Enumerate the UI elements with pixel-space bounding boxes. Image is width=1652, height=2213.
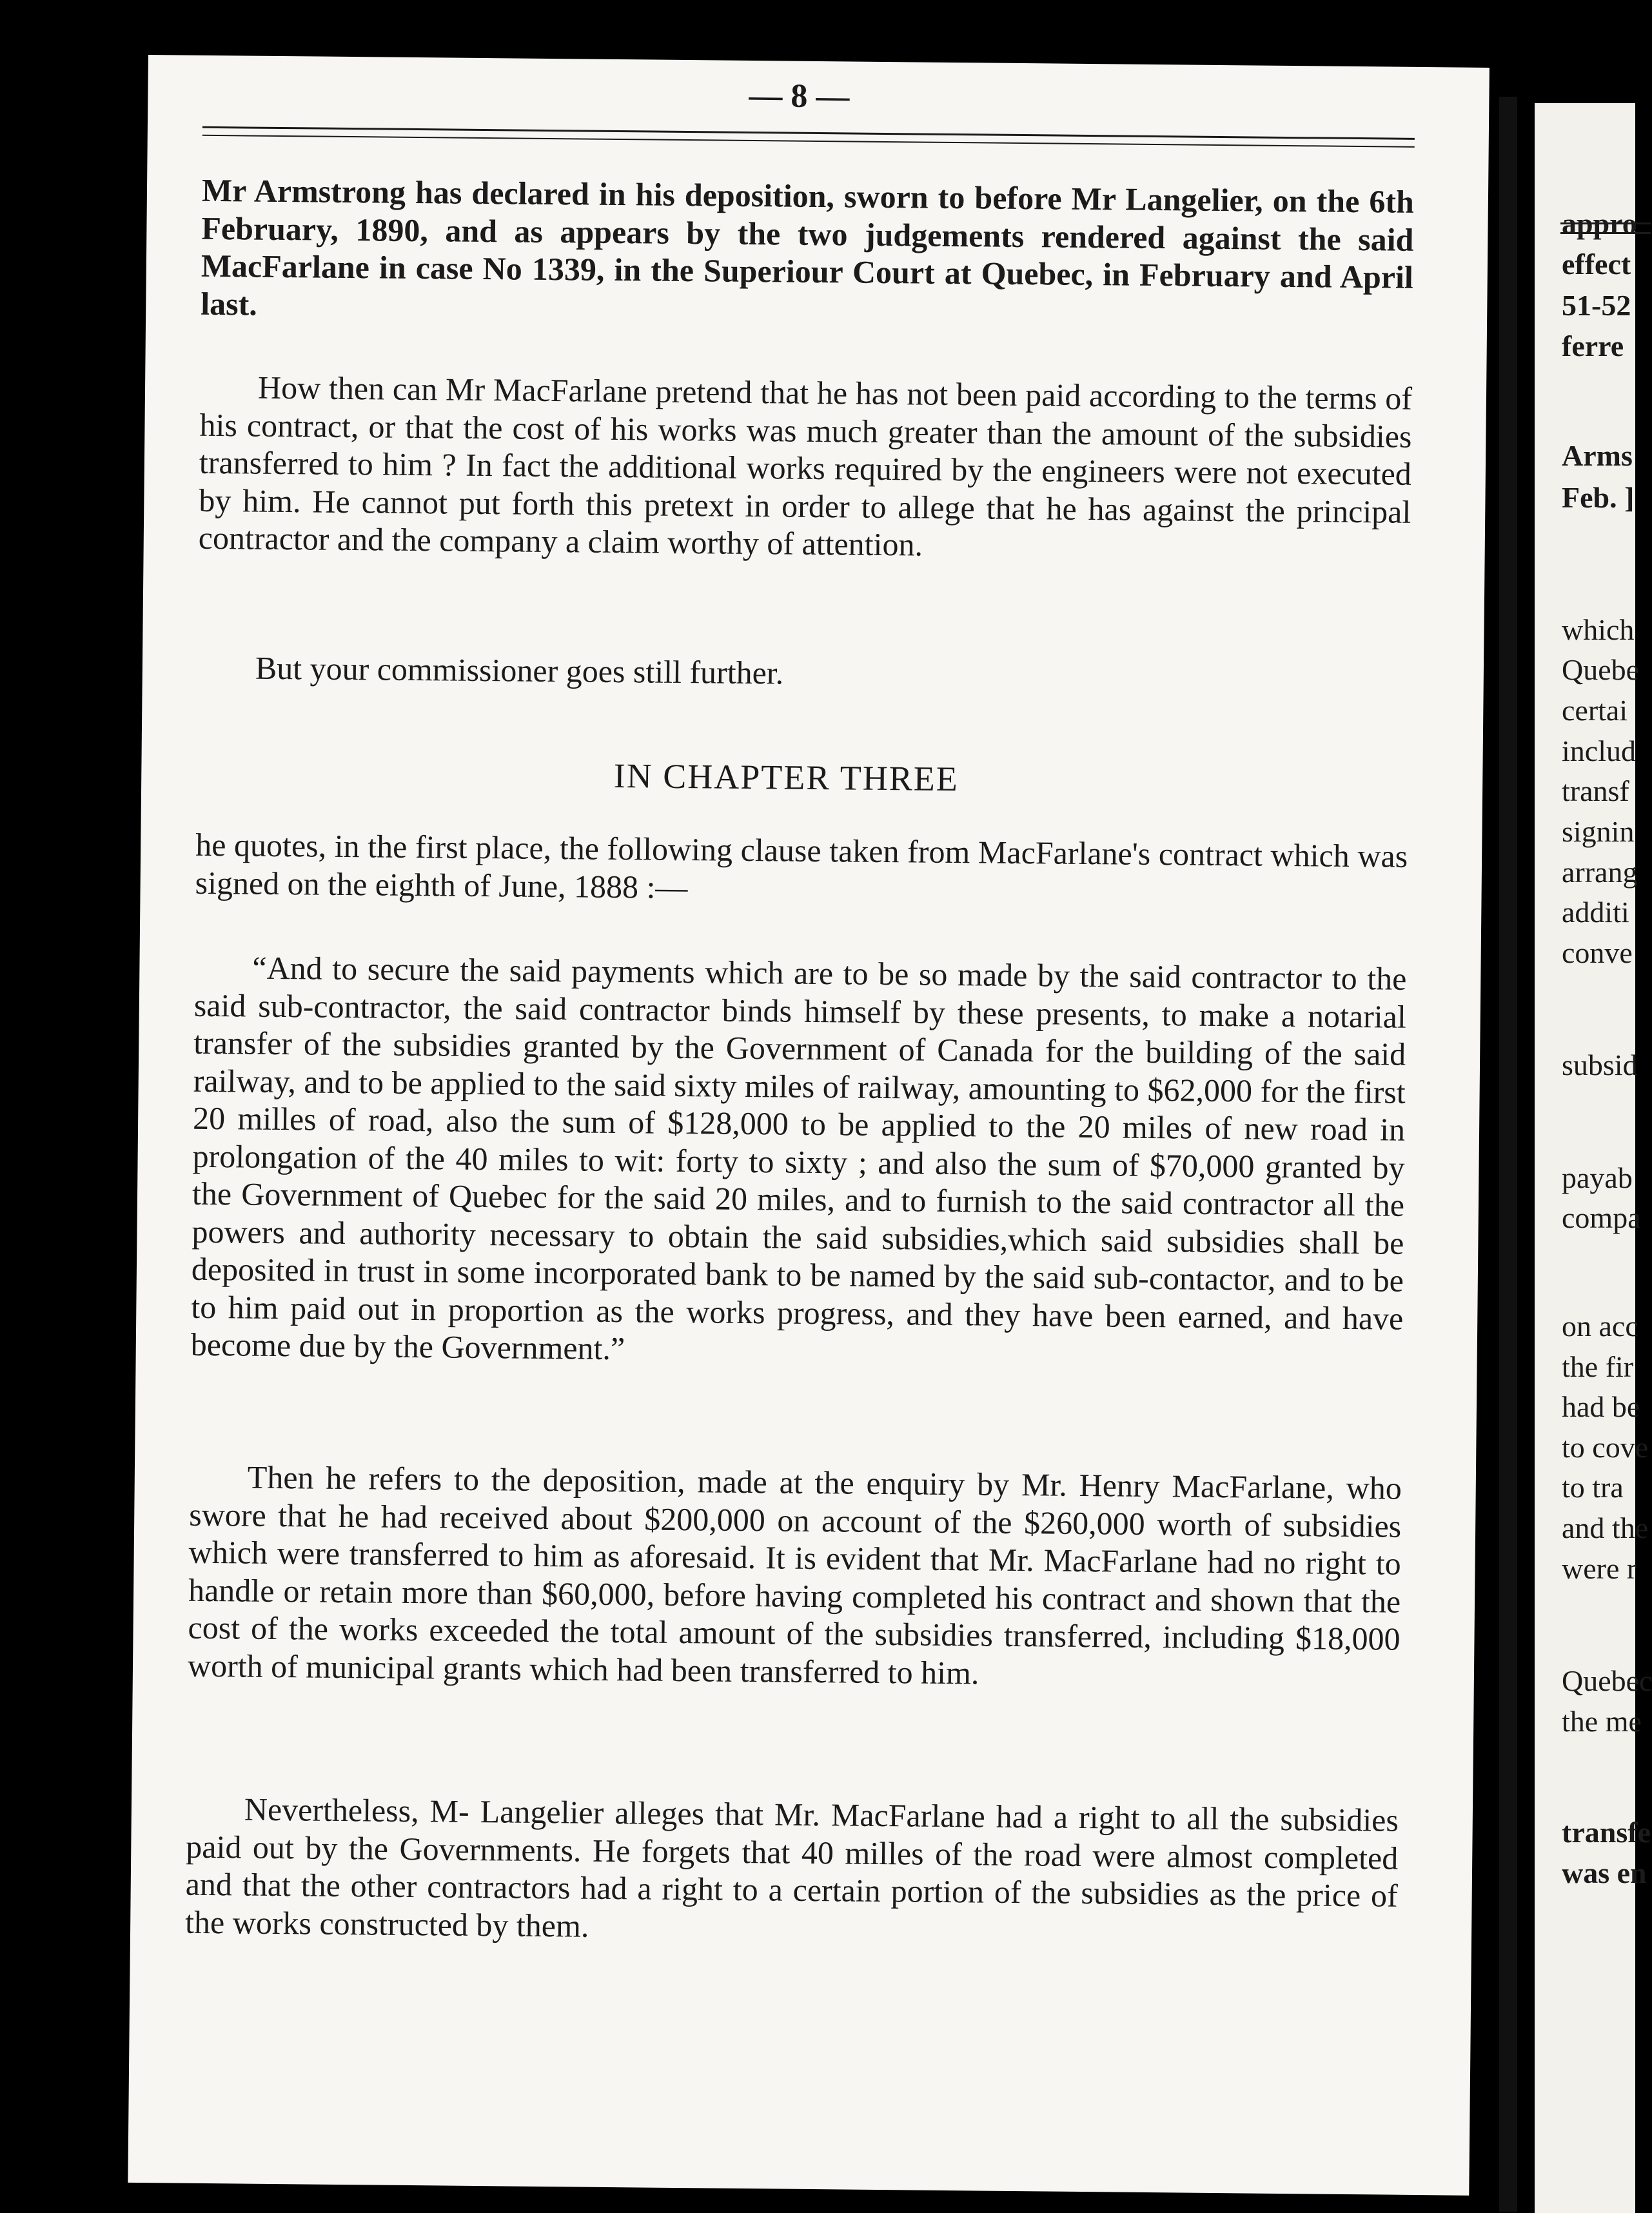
adjacent-page-text-fragment: subsid (1562, 1048, 1638, 1081)
adjacent-page-text-fragment: Quebe (1562, 653, 1640, 686)
paragraph-4 (195, 826, 1408, 913)
adjacent-page-text-fragment: the me (1562, 1705, 1642, 1738)
adjacent-page-text-fragment: and the (1562, 1511, 1649, 1544)
adjacent-page-text-fragment: on acc (1562, 1310, 1638, 1343)
adjacent-page-text-fragment: were r (1562, 1552, 1637, 1585)
paragraph-3-text: But your commissioner goes still further. (255, 649, 784, 691)
paragraph-6 (188, 1458, 1402, 1696)
adjacent-page-text-fragment: payab (1562, 1161, 1633, 1194)
adjacent-page-text-fragment: transf (1562, 774, 1629, 807)
paragraph-4-text: he quotes, in the first place, the following clause taken from MacFarlane's contract which was signed on the eighth of June, 1888 :— (195, 826, 1408, 905)
book-binding-gutter (1499, 97, 1517, 2212)
adjacent-page-text-fragment: signin (1562, 815, 1635, 848)
adjacent-page-text-fragment: to tra (1562, 1471, 1624, 1504)
adjacent-page-text-fragment: Quebec (1562, 1664, 1652, 1697)
adjacent-page-text-fragment: compa (1562, 1201, 1641, 1234)
adjacent-page-text-fragment: had be (1562, 1390, 1640, 1423)
adjacent-page-text-fragment: conve (1562, 936, 1633, 969)
adjacent-page-text-fragment: the fir (1562, 1350, 1634, 1383)
adjacent-page-text-fragment: includ (1562, 734, 1636, 767)
adjacent-page-text-fragment: Feb. ] (1562, 481, 1635, 514)
adjacent-page-text-fragment: 51-52 (1562, 289, 1631, 322)
paragraph-2 (199, 368, 1413, 569)
paragraph-1 (201, 172, 1414, 334)
paragraph-1-text: Mr Armstrong has declared in his deposition, sworn to before Mr Langelier, on the 6th February, 1890, and as appears by the two judgements rendered against the said MacFarlane in case No 1339, in the Superiour Court at Quebec, in February and April last. (201, 172, 1415, 322)
quoted-clause-text: “And to secure the said payments which are to be so made by the said contractor to the said sub-contractor, the said contractor binds himself by these presents, to make a notarial transfer of the subsidies granted by the Government of Canada for the building of the said railway, and to be applied to the said sixty miles of railway, amounting to $62,000 for the first 20 milles of road, also the sum of $128,000 to be applied to the 20 miles of new road in prolongation of the 40 miles to wit: forty to sixty ; and also the sum of $70,000 granted by the Government of Quebec for the said 20 miles, and to furnish to the said contractor all the powers and authority necessary to obtain the said subsidies,which said subsidies shall be deposited in trust in some incorporated bank to be named by the said sub-contactor, and to be to him paid out in proportion as the works progress, and they have been earned, and have become due by the Government.” (190, 949, 1407, 1367)
adjacent-page-text-fragment: Arms (1562, 439, 1633, 472)
paragraph-7-text: Nevertheless, M- Langelier alleges that Mr. MacFarlane had a right to all the subsidies paid out by the Governments. He forgets that 40 milles of the road were almost completed and that the other contractors had a right to a certain portion of the subsidies as the price of the works constructed by them. (184, 1791, 1399, 1944)
header-rule (202, 126, 1415, 140)
paragraph-6-text: Then he refers to the deposition, made at the enquiry by Mr. Henry MacFarlane, who swore that he had received about $200,000 on account of the $260,000 worth of subsidies which were transferred to him as aforesaid. It is evident that Mr. MacFarlane had no right to handle or retain more than $60,000, before having completed his contract and shown that the cost of the works exceeded the total amount of the subsidies transferred, including $18,000 worth of municipal grants which had been transferred to him. (187, 1459, 1402, 1691)
paragraph-2-text: How then can Mr MacFarlane pretend that he has not been paid according to the terms of his contract, or that the cost of his works was much greater than the amount of the subsidies transferred to him ? In fact the additional works required by the engineers were not executed by him. He cannot put forth this pretext in order to allege that he has against the principal contractor and the company a claim worthy of attention. (198, 369, 1413, 563)
adjacent-page-text-fragment: arrang (1562, 856, 1638, 889)
paragraph-3 (197, 649, 1410, 698)
chapter-heading: IN CHAPTER THREE (613, 756, 959, 799)
document-page (128, 55, 1490, 2196)
adjacent-page-text-fragment: ferre (1562, 329, 1624, 362)
quoted-clause (191, 949, 1407, 1375)
adjacent-page-text-fragment: certai (1562, 694, 1628, 727)
adjacent-page-text-fragment: effect (1562, 248, 1631, 280)
adjacent-page-text-fragment: which (1562, 613, 1635, 646)
adjacent-page-fragment (1535, 103, 1652, 2213)
page-number: — 8 — (749, 77, 850, 115)
adjacent-page-text-fragment: to cove (1562, 1431, 1649, 1464)
adjacent-page-text-fragment: transfe (1562, 1816, 1651, 1849)
adjacent-page-text-fragment: appro (1562, 207, 1637, 240)
adjacent-page-text-fragment: additi (1562, 896, 1629, 929)
adjacent-page-text-fragment: was en (1562, 1856, 1647, 1889)
paragraph-7 (185, 1790, 1399, 1952)
